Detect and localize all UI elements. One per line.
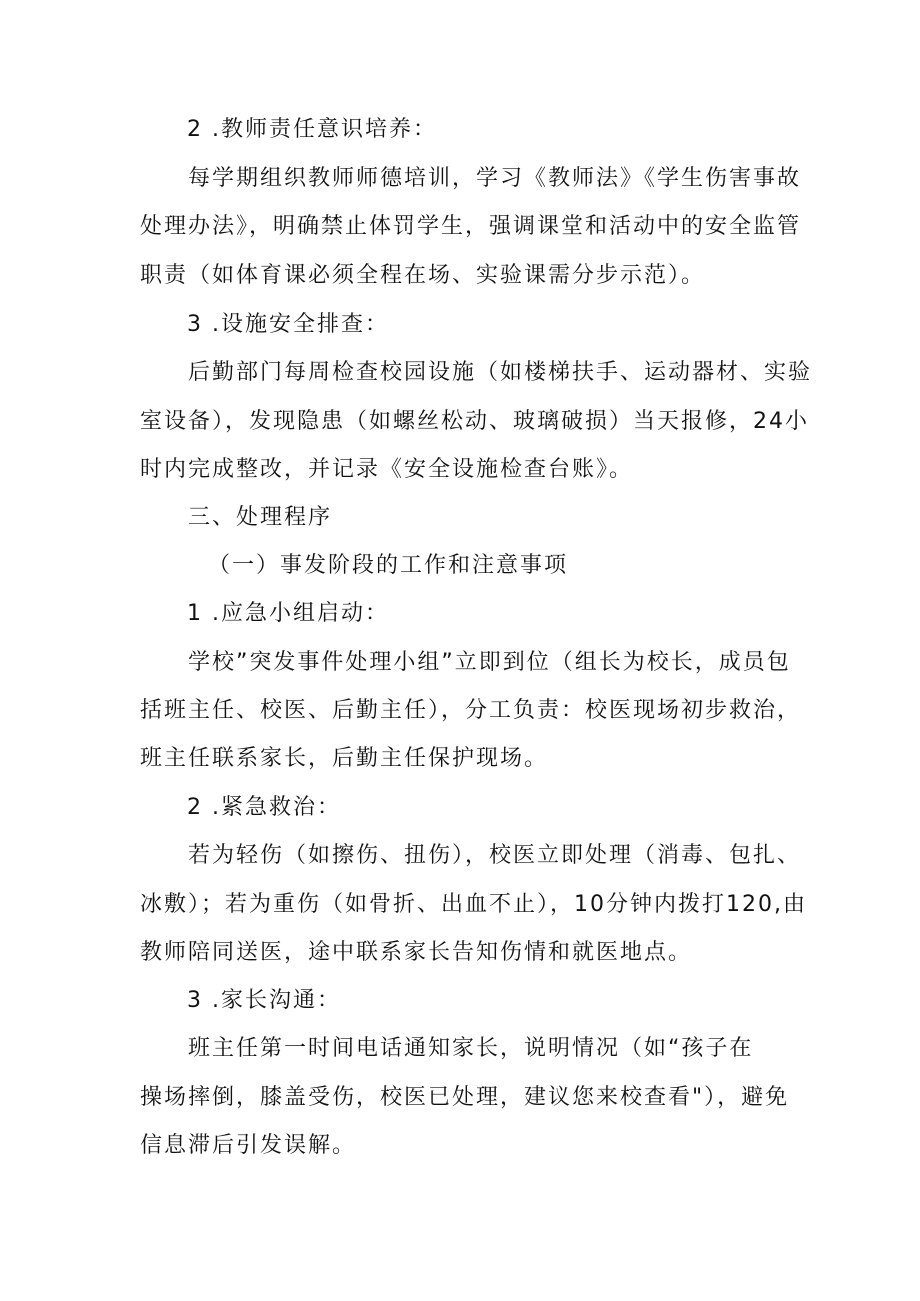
section-heading-emergency-team: 1 .应急小组启动： xyxy=(187,601,389,626)
paragraph-line: 教师陪同送医，途中联系家长告知伤情和就医地点。 xyxy=(140,940,693,965)
paragraph-line: 信息滞后引发误解。 xyxy=(140,1133,357,1158)
subsection-heading-incident-stage: （一）事发阶段的工作和注意事项 xyxy=(208,553,569,578)
paragraph-line: 操场摔倒，膝盖受伤，校医已处理，建议您来校查看"），避免 xyxy=(140,1085,790,1110)
paragraph-line: 处理办法》，明确禁止体罚学生，强调课堂和活动中的安全监管 xyxy=(140,214,802,239)
section-heading-emergency-treatment: 2 .紧急救治： xyxy=(187,795,341,820)
paragraph-line: 冰敷）；若为重伤（如骨折、出血不止），10分钟内拨打120,由 xyxy=(140,892,807,917)
section-heading-facility-check: 3 .设施安全排查： xyxy=(187,312,389,337)
section-heading-procedure: 三、处理程序 xyxy=(188,505,333,530)
paragraph-line: 时内完成整改，并记录《安全设施检查台账》。 xyxy=(140,457,634,482)
section-heading-parent-communication: 3 .家长沟通： xyxy=(187,988,341,1013)
paragraph-line: 括班主任、校医、后勤主任），分工负责：校医现场初步救治， xyxy=(140,698,802,723)
paragraph-line: 班主任第一时间电话通知家长，说明情况（如“孩子在 xyxy=(188,1036,754,1061)
paragraph-line: 班主任联系家长，后勤主任保护现场。 xyxy=(140,746,549,771)
section-heading-teacher-responsibility: 2 .教师责任意识培养： xyxy=(187,117,437,142)
paragraph-line: 后勤部门每周检查校园设施（如楼梯扶手、运动器材、实验 xyxy=(188,360,813,385)
paragraph-line: 若为轻伤（如擦伤、扭伤），校医立即处理（消毒、包扎、 xyxy=(188,843,802,868)
paragraph-line: 学校”突发事件处理小组”立即到位（组长为校长，成员包 xyxy=(188,650,791,675)
paragraph-line: 职责（如体育课必须全程在场、实验课需分步示范）。 xyxy=(140,263,706,288)
paragraph-line: 室设备），发现隐患（如螺丝松动、玻璃破损）当天报修，24小 xyxy=(140,409,809,434)
paragraph-line: 每学期组织教师师德培训，学习《教师法》《学生伤害事故 xyxy=(188,166,802,191)
